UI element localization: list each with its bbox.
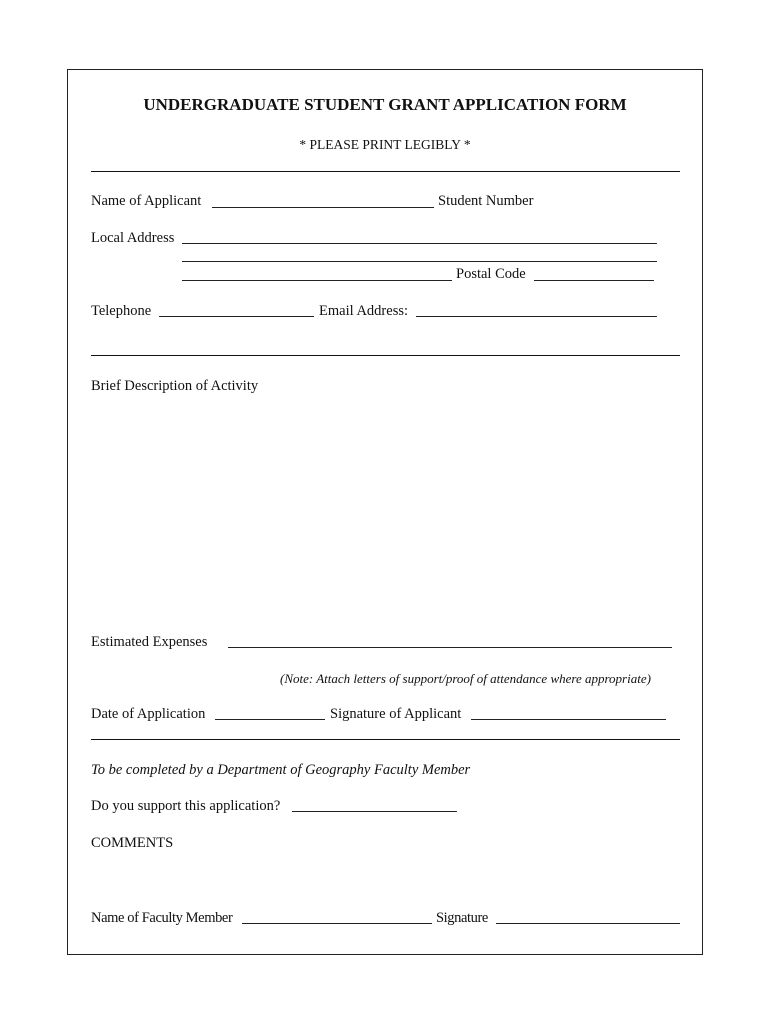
local-address-label: Local Address [91,230,175,246]
print-legibly-instruction: * PLEASE PRINT LEGIBLY * [299,137,471,152]
postal-code-label: Postal Code [456,266,526,282]
application-date-label: Date of Application [91,706,206,722]
faculty-signature-field[interactable] [496,923,680,924]
section-divider-middle [91,355,680,356]
attachment-note: (Note: Attach letters of support/proof of attendance where appropriate) [280,671,651,686]
estimated-expenses-label: Estimated Expenses [91,634,208,650]
form-title: UNDERGRADUATE STUDENT GRANT APPLICATION FORM [143,95,627,114]
local-address-field-line1[interactable] [182,243,657,244]
telephone-field[interactable] [159,316,314,317]
email-label: Email Address: [319,303,409,319]
activity-description-area[interactable] [91,400,680,620]
estimated-expenses-field[interactable] [228,647,672,648]
faculty-signature-label: Signature [436,910,488,926]
application-date-field[interactable] [215,719,325,720]
postal-code-field[interactable] [534,280,654,281]
support-answer-field[interactable] [292,811,457,812]
comments-label: COMMENTS [91,835,174,851]
comments-area[interactable] [91,856,680,900]
applicant-name-label: Name of Applicant [91,193,202,209]
local-address-field-line2[interactable] [182,261,657,262]
email-field[interactable] [416,316,657,317]
local-address-field-line3[interactable] [182,280,452,281]
support-question-label: Do you support this application? [91,798,281,814]
faculty-section-heading: To be completed by a Department of Geography Faculty Member [91,762,471,778]
telephone-label: Telephone [91,303,152,319]
faculty-member-name-field[interactable] [242,923,432,924]
student-number-label: Student Number [438,193,534,209]
applicant-signature-label: Signature of Applicant [330,706,462,722]
applicant-name-field[interactable] [212,207,434,208]
activity-description-label: Brief Description of Activity [91,378,259,394]
section-divider-top [91,171,680,172]
applicant-signature-field[interactable] [471,719,666,720]
faculty-member-name-label: Name of Faculty Member [91,910,233,926]
section-divider-bottom [91,739,680,740]
